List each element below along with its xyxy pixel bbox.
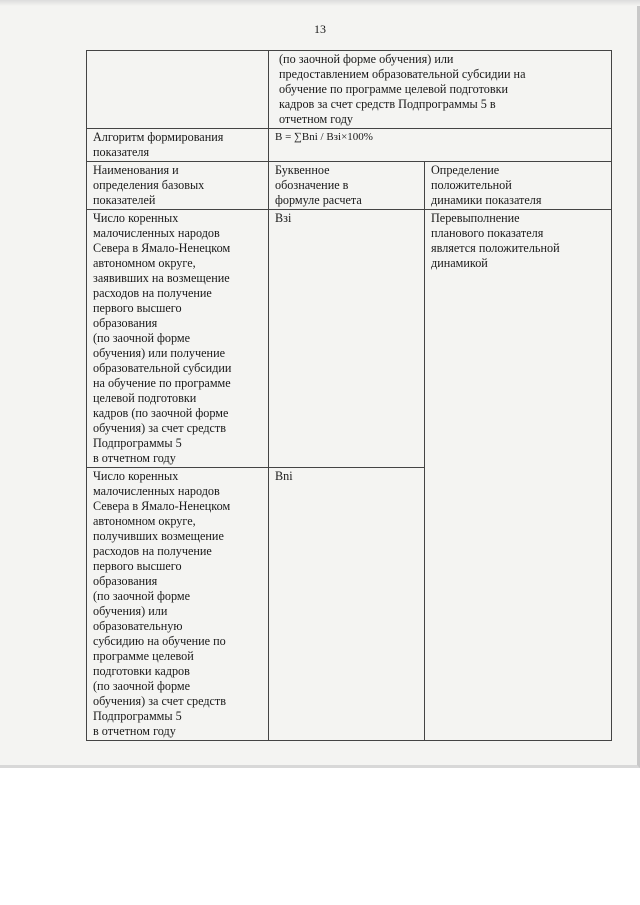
indicator-letter: Bзi [269, 210, 425, 468]
header-names: Наименования и определения базовых показателей [87, 162, 269, 210]
indicator-name: Число коренных малочисленных народов Севера в Ямало-Ненецком автономном округе, заявивших на возмещение расходов на получение первого высшего образования (по заочной форме обучения) или получение образовательной субсидии на обучение по программе целевой подготовки кадров (по заочной форме обучения) за счет средств Подпрограммы 5 в отчетном году [87, 210, 269, 468]
page-edge [0, 0, 640, 6]
continuation-text: (по заочной форме обучения) или предоставлением образовательной субсидии на обучение по программе целевой подготовки кадров за счет средств Подпрограммы 5 в отчетном году [269, 51, 612, 129]
page-number: 13 [314, 22, 326, 36]
table-row [87, 210, 612, 468]
indicator-table [86, 50, 612, 741]
table-row-algorithm [87, 129, 612, 162]
table-header-row [87, 162, 612, 210]
dynamics-text: Перевыполнение планового показателя является положительной динамикой [425, 210, 612, 741]
algorithm-label: Алгоритм формирования показателя [87, 129, 269, 162]
header-letter: Буквенное обозначение в формуле расчета [269, 162, 425, 210]
table-row-continuation [87, 51, 612, 129]
empty-cell [87, 51, 269, 129]
formula: B = ∑Bni / Bзi×100% [269, 129, 612, 162]
indicator-name: Число коренных малочисленных народов Севера в Ямало-Ненецком автономном округе, получивших возмещение расходов на получение первого высшего образования (по заочной форме обучения) или образовательную субсидию на обучение по программе целевой подготовки кадров (по заочной форме обучения) за счет средств Подпрограммы 5 в отчетном году [87, 468, 269, 741]
header-dynamics: Определение положительной динамики показателя [425, 162, 612, 210]
indicator-letter: Bni [269, 468, 425, 741]
